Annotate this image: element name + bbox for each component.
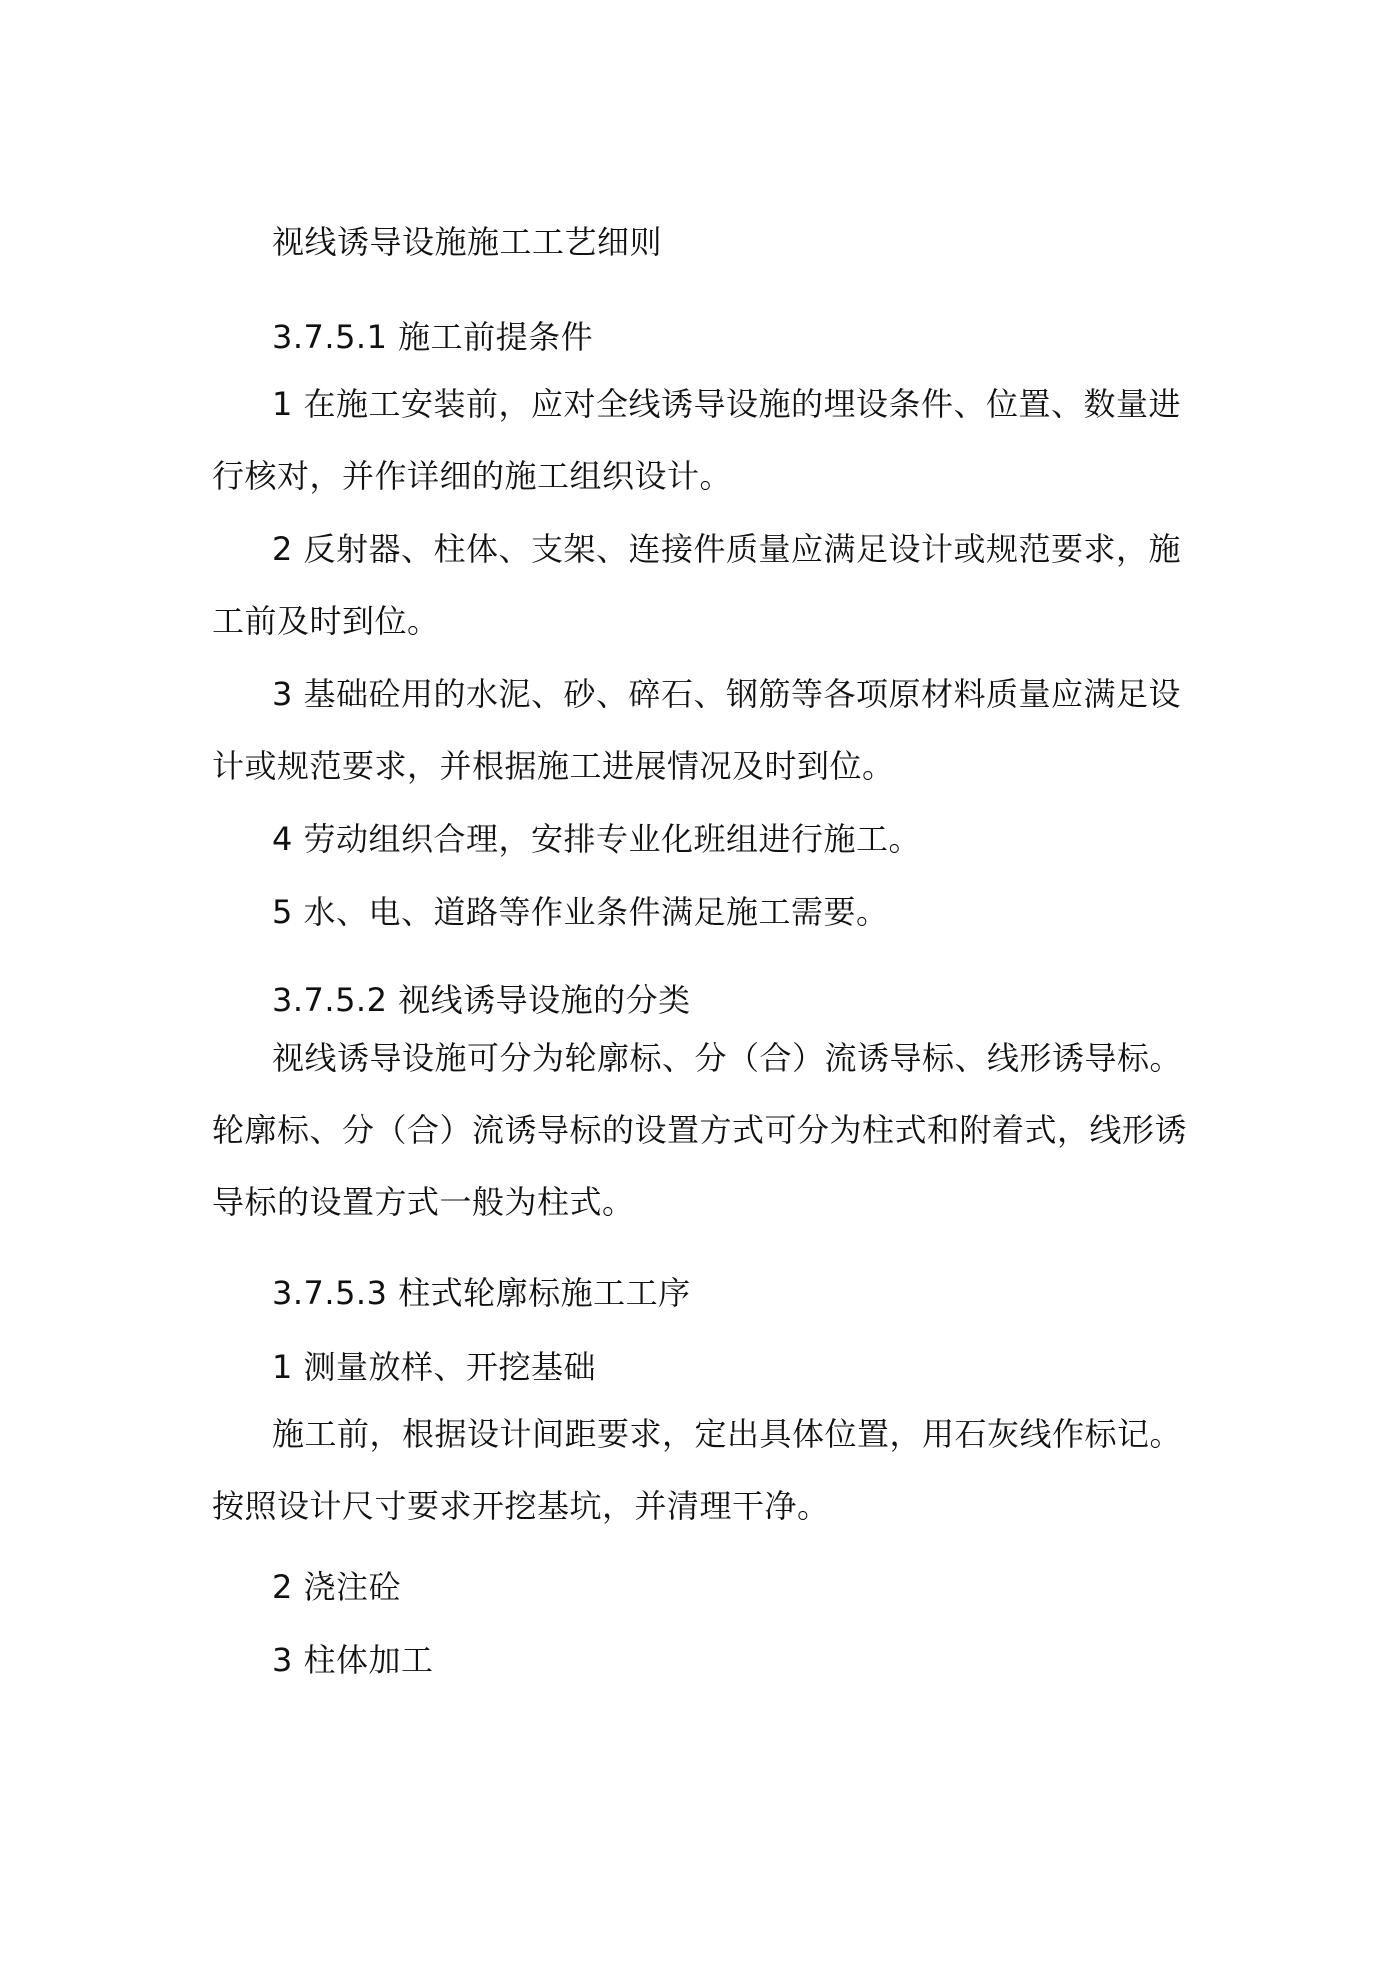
document-title: 视线诱导设施施工工艺细则 (272, 223, 663, 261)
paragraph-item-2: 2 反射器、柱体、支架、连接件质量应满足设计或规范要求，施工前及时到位。 (212, 530, 1182, 640)
step-3-heading: 3 柱体加工 (272, 1641, 434, 1679)
paragraph-item-3: 3 基础砼用的水泥、砂、碎石、钢筋等各项原材料质量应满足设计或规范要求，并根据施工进展情况及时到位。 (212, 675, 1182, 785)
paragraph-step-1: 施工前，根据设计间距要求，定出具体位置，用石灰线作标记。按照设计尺寸要求开挖基坑，并清理干净。 (212, 1415, 1183, 1525)
section-heading-preconditions: 3.7.5.1 施工前提条件 (272, 318, 594, 356)
section-heading-classification: 3.7.5.2 视线诱导设施的分类 (272, 981, 691, 1019)
paragraph-classification: 视线诱导设施可分为轮廓标、分（合）流诱导标、线形诱导标。轮廓标、分（合）流诱导标的设置方式可分为柱式和附着式，线形诱导标的设置方式一般为柱式。 (212, 1039, 1188, 1221)
paragraph-item-4: 4 劳动组织合理，安排专业化班组进行施工。 (272, 820, 922, 858)
step-1-heading: 1 测量放样、开挖基础 (272, 1348, 597, 1386)
paragraph-item-5: 5 水、电、道路等作业条件满足施工需要。 (272, 893, 889, 931)
section-heading-procedure: 3.7.5.3 柱式轮廓标施工工序 (272, 1274, 691, 1312)
paragraph-item-1: 1 在施工安装前，应对全线诱导设施的埋设条件、位置、数量进行核对，并作详细的施工组织设计。 (212, 385, 1182, 495)
step-2-heading: 2 浇注砼 (272, 1568, 402, 1606)
